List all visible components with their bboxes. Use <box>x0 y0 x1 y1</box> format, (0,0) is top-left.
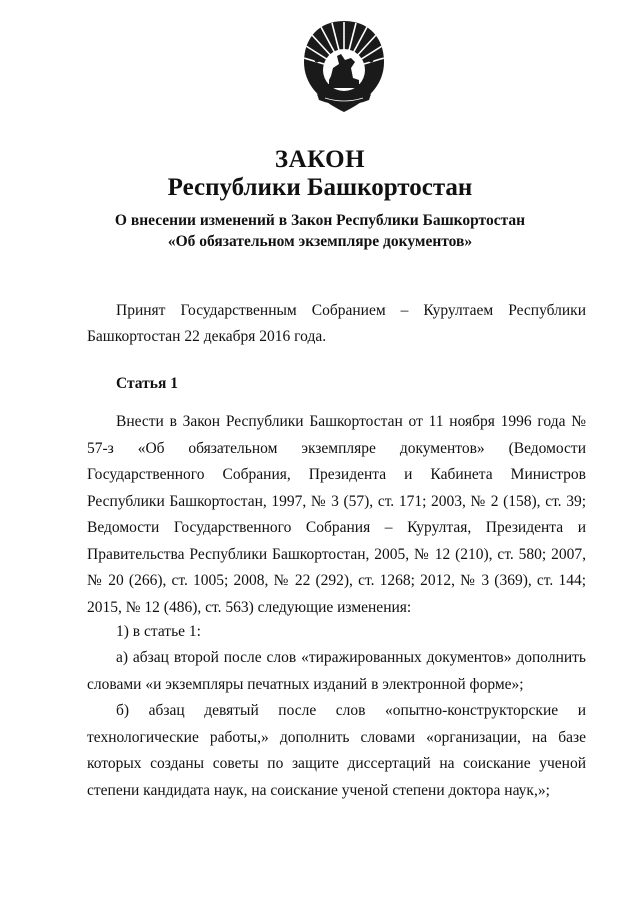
item-1: 1) в статье 1: <box>116 623 201 640</box>
republic-name: Республики Башкортостан <box>167 174 473 201</box>
item-a: а) абзац второй после слов «тиражированных документов» дополнить словами «и экземпляры печатных изданий в электронной форме»; <box>87 649 586 693</box>
item-b: б) абзац девятый после слов «опытно-конструкторские и технологические работы,» дополнить словами «организации, на базе которых созданы советы по защите диссертаций на соискание ученой степени кандидата наук, на соискание ученой степени доктора наук,»; <box>87 702 586 799</box>
article-text: Внести в Закон Республики Башкортостан от 11 ноября 1996 года № 57-з «Об обязательном экземпляре документов» (Ведомости Государственного Собрания, Президента и Кабинета Министров Республики Башкортостан, 1997, № 3 (57), ст. 171; 2003, № 2 (158), ст. 39; Ведомости Государственного Собрания – Курултая, Президента и Правительства Республики Башкортостан, 2005, № 12 (210), ст. 580; 2007, № 20 (266), ст. 1005; 2008, № 22 (292), ст. 1268; 2012, № 3 (369), ст. 144; 2015, № 12 (486), ст. 563) следующие изменения: <box>87 413 586 616</box>
adoption-statement: Принят Государственным Собранием – Курултаем Республики Башкортостан 22 декабря 2016 года. <box>87 302 586 345</box>
law-subtitle-line-1: О внесении изменений в Закон Республики Башкортостан <box>114 212 526 229</box>
coat-of-arms-emblem <box>299 18 389 116</box>
law-subtitle-line-2: «Об обязательном экземпляре документов» <box>167 233 473 250</box>
article-heading: Статья 1 <box>116 375 178 392</box>
law-title: ЗАКОН <box>274 146 366 173</box>
